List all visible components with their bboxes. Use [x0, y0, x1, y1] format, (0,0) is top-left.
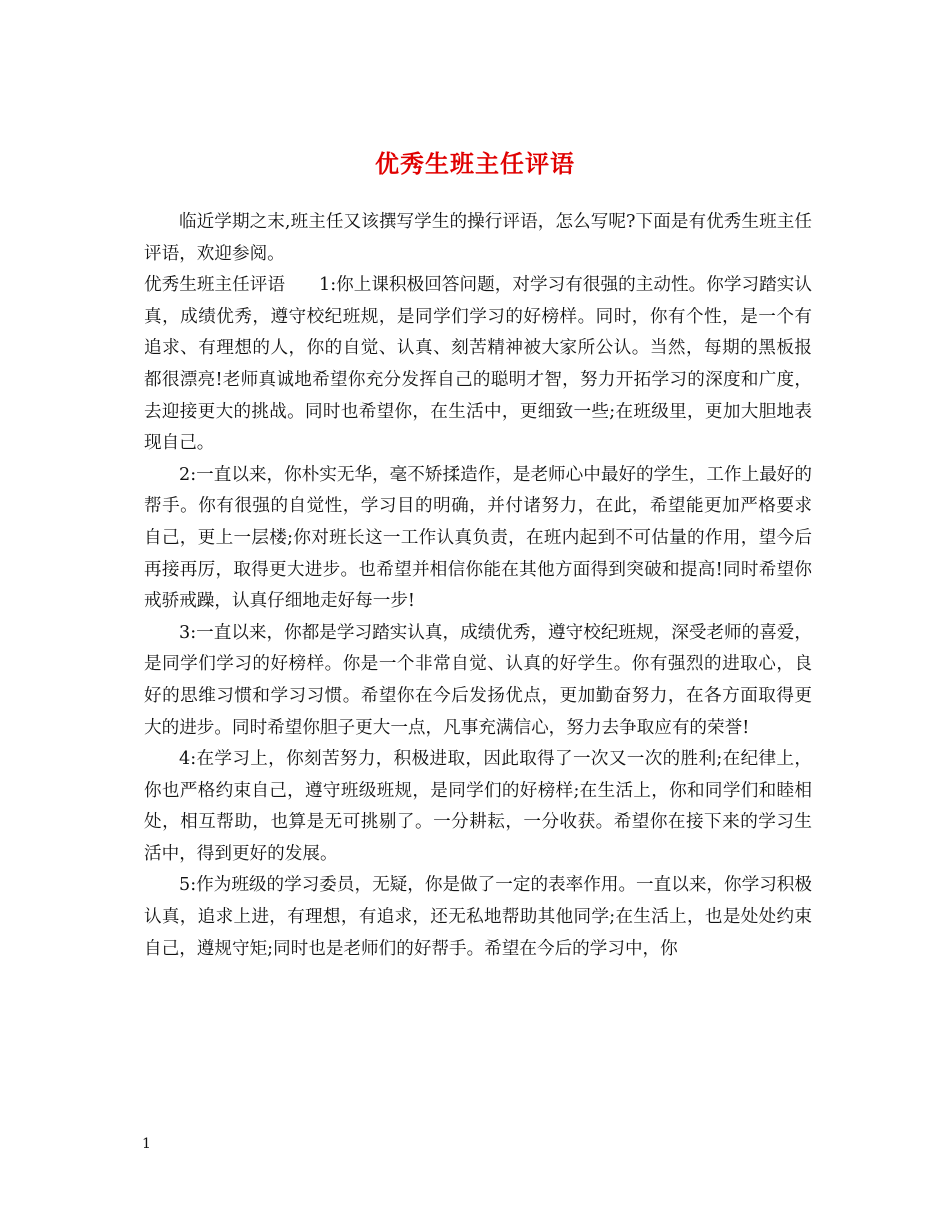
- document-body: [144, 207, 812, 965]
- intro-paragraph: 临近学期之末,班主任又该撰写学生的操行评语，怎么写呢?下面是有优秀生班主任评语，欢迎参阅。: [144, 212, 812, 264]
- section-label: 优秀生班主任评语: [144, 275, 285, 296]
- comment-text-1: 1:你上课积极回答问题，对学习有很强的主动性。你学习踏实认真，成绩优秀，遵守校纪班规，是同学们学习的好榜样。同时，你有个性，是一个有追求、有理想的人，你的自觉、认真、刻苦精神被大家所公认。当然，每期的黑板报都很漂亮!老师真诚地希望你充分发挥自己的聪明才智，努力开拓学习的深度和广度，去迎接更大的挑战。同时也希望你，在生活中，更细致一些;在班级里，更加大胆地表现自己。: [144, 275, 812, 454]
- comment-paragraph-5: 5:作为班级的学习委员，无疑，你是做了一定的表率作用。一直以来，你学习积极认真，追求上进，有理想，有追求，还无私地帮助其他同学;在生活上，也是处处约束自己，遵规守矩;同时也是老师们的好帮手。希望在今后的学习中，你: [144, 875, 812, 959]
- page-title: 优秀生班主任评语: [375, 149, 575, 179]
- comment-paragraph-4: 4:在学习上，你刻苦努力，积极进取，因此取得了一次又一次的胜利;在纪律上，你也严格约束自己，遵守班级班规，是同学们的好榜样;在生活上，你和同学们和睦相处，相互帮助，也算是无可挑剔了。一分耕耘，一分收获。希望你在接下来的学习生活中，得到更好的发展。: [144, 749, 812, 864]
- comment-paragraph-3: 3:一直以来，你都是学习踏实认真，成绩优秀，遵守校纪班规，深受老师的喜爱，是同学们学习的好榜样。你是一个非常自觉、认真的好学生。你有强烈的进取心，良好的思维习惯和学习习惯。希望你在今后发扬优点，更加勤奋努力，在各方面取得更大的进步。同时希望你胆子更大一点，凡事充满信心，努力去争取应有的荣誉!: [144, 622, 812, 738]
- comment-paragraph-2: 2:一直以来，你朴实无华，毫不矫揉造作，是老师心中最好的学生，工作上最好的帮手。你有很强的自觉性，学习目的明确，并付诸努力，在此，希望能更加严格要求自己，更上一层楼;你对班长这一工作认真负责，在班内起到不可估量的作用，望今后再接再厉，取得更大进步。也希望并相信你能在其他方面得到突破和提高!同时希望你戒骄戒躁，认真仔细地走好每一步!: [144, 464, 812, 612]
- page-number: 1: [142, 1136, 151, 1152]
- comment-paragraph-1: [144, 270, 812, 460]
